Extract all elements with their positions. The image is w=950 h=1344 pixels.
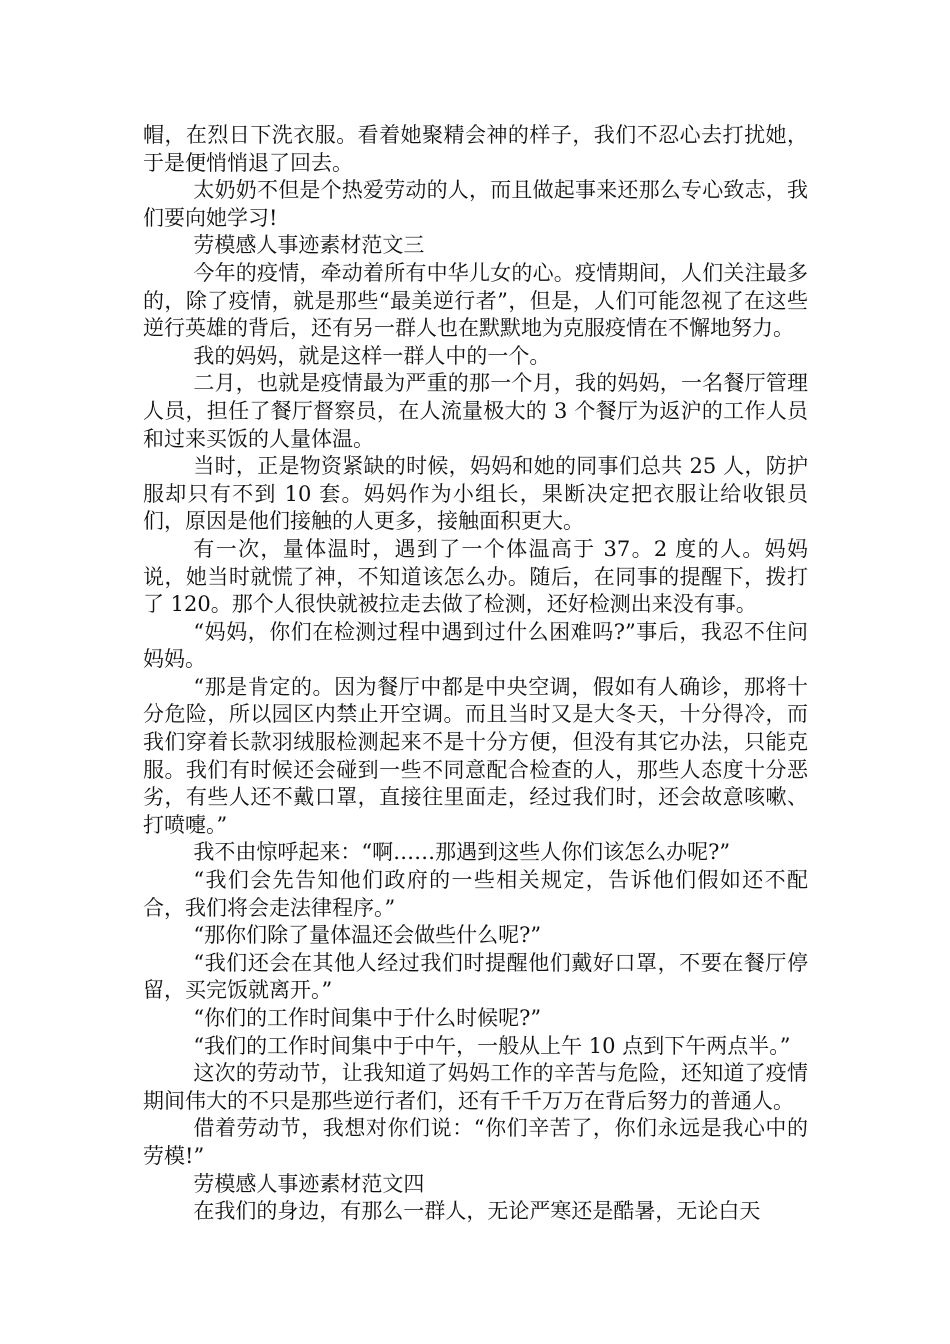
document-page [143, 122, 808, 1226]
paragraph: “我们还会在其他人经过我们时提醒他们戴好口罩，不要在餐厅停留，买完饭就离开。” [143, 950, 808, 1003]
paragraph: “你们的工作时间集中于什么时候呢?” [193, 1006, 542, 1030]
section-heading: 劳模感人事迹素材范文四 [193, 1171, 425, 1196]
paragraph-continuation: 帽，在烈日下洗衣服。看着她聚精会神的样子，我们不忍心去打扰她，于是便悄悄退了回去。 [143, 123, 808, 175]
paragraph: 我不由惊呼起来：“啊……那遇到这些人你们该怎么办呢?” [193, 840, 731, 865]
paragraph: “妈妈，你们在检测过程中遇到过什么困难吗?”事后，我忍不住问妈妈。 [143, 619, 808, 672]
paragraph: 当时，正是物资紧缺的时候，妈妈和她的同事们总共 25 人，防护服却只有不到 10 套。妈妈作为小组长，果断决定把衣服让给收银员们，原因是他们接触的人更多，接触面积更大。 [143, 454, 808, 534]
paragraph: 借着劳动节，我想对你们说：“你们辛苦了，你们永远是我心中的劳模!” [143, 1116, 808, 1168]
paragraph: 这次的劳动节，让我知道了妈妈工作的辛苦与危险，还知道了疫情期间伟大的不只是那些逆行者们，还有千千万万在背后努力的普通人。 [143, 1061, 808, 1113]
paragraph: 我的妈妈，就是这样一群人中的一个。 [193, 343, 551, 368]
paragraph: 在我们的身边，有那么一群人，无论严寒还是酷暑，无论白天 [193, 1199, 761, 1224]
paragraph: “我们会先告知他们政府的一些相关规定，告诉他们假如还不配合，我们将会走法律程序。” [143, 868, 808, 920]
paragraph: 二月，也就是疫情最为严重的那一个月，我的妈妈，一名餐厅管理人员，担任了餐厅督察员，在人流量极大的 3 个餐厅为返沪的工作人员和过来买饭的人量体温。 [143, 371, 808, 451]
paragraph: “那你们除了量体温还会做些什么呢?” [193, 923, 542, 948]
paragraph: 有一次，量体温时，遇到了一个体温高于 37。2 度的人。妈妈说，她当时就慌了神，不知道该怎么办。随后，在同事的提醒下，拨打了 120。那个人很快就被拉走去做了检测，还好检测出来没有事。 [143, 536, 808, 617]
section-heading: 劳模感人事迹素材范文三 [193, 233, 425, 258]
paragraph: “那是肯定的。因为餐厅中都是中央空调，假如有人确诊，那将十分危险，所以园区内禁止开空调。而且当时又是大冬天，十分得冷，而我们穿着长款羽绒服检测起来不是十分方便，但没有其它办法，只能克服。我们有时候还会碰到一些不同意配合检查的人，那些人态度十分恶劣，有些人还不戴口罩，直接往里面走，经过我们时，还会故意咳嗽、打喷嚏。” [143, 674, 808, 837]
paragraph: “我们的工作时间集中于中午，一般从上午 10 点到下午两点半。” [193, 1033, 791, 1058]
paragraph: 今年的疫情，牵动着所有中华儿女的心。疫情期间，人们关注最多的，除了疫情，就是那些“最美逆行者”，但是，人们可能忽视了在这些逆行英雄的背后，还有另一群人也在默默地为克服疫情在不懈地努力。 [143, 260, 808, 341]
paragraph: 太奶奶不但是个热爱劳动的人，而且做起事来还那么专心致志，我们要向她学习! [143, 178, 808, 230]
